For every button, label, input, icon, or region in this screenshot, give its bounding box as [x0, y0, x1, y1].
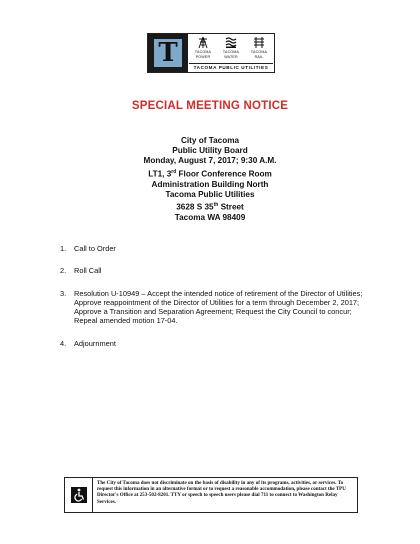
agenda-item-text: Roll Call	[74, 266, 102, 276]
logo-divisions	[189, 36, 273, 61]
tacoma-public-utilities-logo	[147, 33, 275, 73]
agenda-item	[60, 244, 370, 253]
water-waves-icon	[224, 36, 238, 49]
logo-water-line2: WATER	[224, 55, 238, 59]
logo-power	[189, 36, 217, 61]
agenda-item-number: 2.	[60, 266, 67, 276]
meeting-board: Public Utility Board	[172, 146, 248, 156]
logo-t-mark	[148, 34, 188, 72]
agenda-item-number: 3.	[60, 288, 67, 298]
logo-water	[217, 36, 245, 61]
agenda-item-text: Resolution U-10949 – Accept the intended notice of retirement of the Director of Utilities; Approve reappointment of the Director of Utilities for a term through December 2, 2017; Approve a Transition and Separation Agreement; Request the City Council to concur; Repeal amended motion 17-04.	[74, 288, 363, 326]
agenda-item-number: 1.	[60, 244, 67, 253]
rail-tracks-icon	[252, 36, 266, 49]
agenda-item	[60, 339, 370, 348]
logo-power-line1: TACOMA	[194, 50, 212, 54]
wheelchair-accessibility-icon	[71, 487, 87, 503]
logo-org-name: TACOMA PUBLIC UTILITIES	[189, 63, 273, 72]
notice-icon-box	[65, 478, 93, 512]
agenda-list	[60, 244, 370, 361]
meeting-street: 3628 S 35th Street	[176, 201, 244, 212]
logo-rail-line2: RAIL	[254, 55, 264, 59]
logo-water-line1: TACOMA	[222, 50, 240, 54]
logo-power-line2: POWER	[195, 55, 211, 59]
meeting-datetime: Monday, August 7, 2017; 9:30 A.M.	[143, 156, 277, 166]
logo-rail	[245, 36, 273, 61]
logo-rail-line1: TACOMA	[250, 50, 268, 54]
agenda-item	[60, 289, 370, 326]
page-title: SPECIAL MEETING NOTICE	[131, 100, 289, 112]
meeting-details	[0, 136, 420, 223]
meeting-org: Tacoma Public Utilities	[165, 189, 255, 199]
agenda-item-text: Call to Order	[74, 244, 116, 253]
meeting-city: City of Tacoma	[180, 136, 240, 145]
meeting-building: Administration Building North	[151, 179, 269, 189]
agenda-item-text: Adjournment	[74, 338, 116, 348]
accessibility-notice	[64, 477, 358, 513]
notice-text: The City of Tacoma does not discriminate on the basis of disability in any of its programs, activities, or services. To request this information in an alternative format or to request a reasonable accommodation, please contact the TPU Director's Office at 253-502-8201. TTY or speech to speech users please dial 711 to connect to Washington Relay Services.	[97, 480, 346, 505]
meeting-room: LT1, 3rd Floor Conference Room	[148, 168, 272, 179]
agenda-item-number: 4.	[60, 338, 67, 348]
logo-letter: T	[154, 39, 182, 67]
meeting-city-zip: Tacoma WA 98409	[174, 212, 246, 222]
power-tower-icon	[196, 36, 210, 49]
agenda-item	[60, 266, 370, 275]
